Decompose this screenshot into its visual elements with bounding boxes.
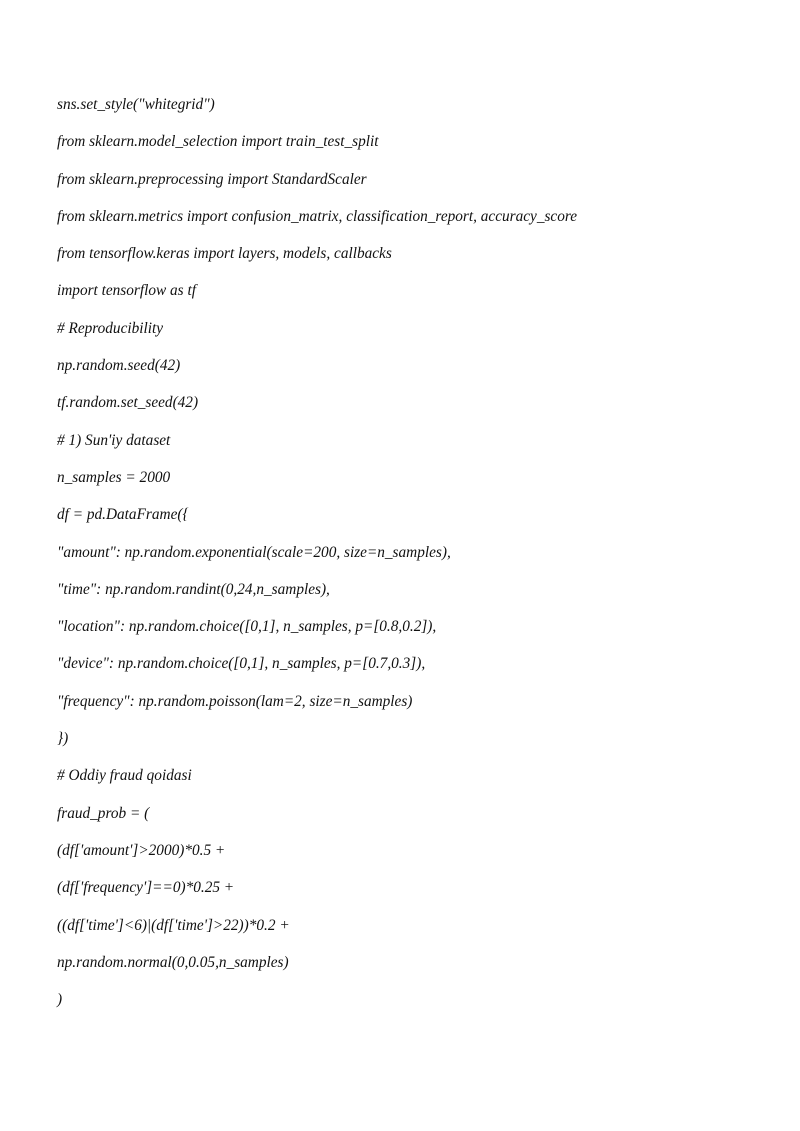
code-line: from sklearn.model_selection import train_test_split [57,133,379,151]
code-line: np.random.normal(0,0.05,n_samples) [57,953,289,971]
code-line: df = pd.DataFrame({ [57,506,189,524]
code-comment: # Reproducibility [57,319,164,337]
code-line: fraud_prob = ( [57,804,150,822]
code-line: "amount": np.random.exponential(scale=200, size=n_samples), [57,543,451,561]
code-line: "time": np.random.randint(0,24,n_samples), [57,580,330,598]
code-line: n_samples = 2000 [57,468,171,486]
code-line: from tensorflow.keras import layers, models, callbacks [57,245,392,263]
code-line: (df['amount']>2000)*0.5 + [57,841,226,859]
code-line: tf.random.set_seed(42) [57,394,199,412]
code-comment: # 1) Sun'iy dataset [57,431,171,449]
code-line: import tensorflow as tf [57,282,196,300]
code-line: ) [57,991,63,1009]
code-line: sns.set_style("whitegrid") [57,96,215,113]
code-line: "device": np.random.choice([0,1], n_samples, p=[0.7,0.3]), [57,655,426,673]
code-line: from sklearn.metrics import confusion_matrix, classification_report, accuracy_score [57,207,578,225]
code-line: "location": np.random.choice([0,1], n_samples, p=[0.8,0.2]), [57,618,437,636]
code-line: ((df['time']<6)|(df['time']>22))*0.2 + [57,916,290,934]
code-line: from sklearn.preprocessing import StandardScaler [57,170,367,188]
code-line: }) [57,730,69,748]
code-line: np.random.seed(42) [57,357,181,375]
code-comment: # Oddiy fraud qoidasi [57,767,192,785]
code-line: (df['frequency']==0)*0.25 + [57,879,235,897]
code-listing [57,95,757,1027]
code-line: "frequency": np.random.poisson(lam=2, size=n_samples) [57,692,413,710]
